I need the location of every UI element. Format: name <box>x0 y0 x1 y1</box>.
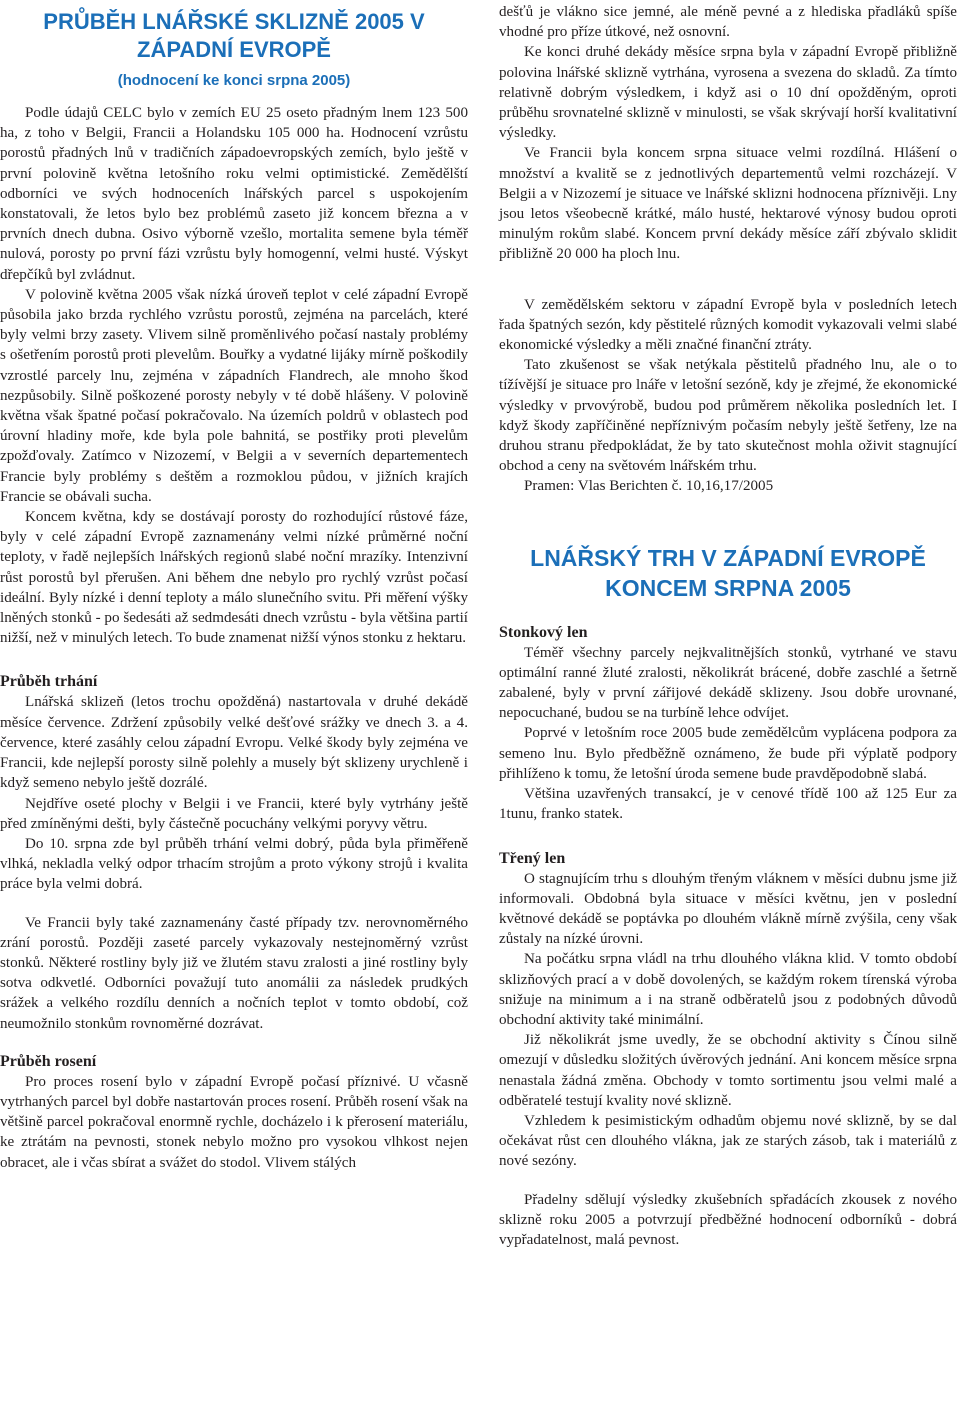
article-subtitle: (hodnocení ke konci srpna 2005) <box>117 72 351 89</box>
paragraph: Nejdříve oseté plochy v Belgii i ve Francii, které byly vytrhány ještě před zmíněnými dešti, byly částečně pocuchány velkými poryvy větru. <box>0 795 468 832</box>
section-heading-scutched-flax: Třený len <box>499 849 566 867</box>
paragraph: Poprvé v letošním roce 2005 bude zemědělcům vyplácena podpora za semeno lnu. Bylo předběžně oznámeno, že bude při výplatě podpory přihlíženo k tomu, že letošní úroda semene bude pravděpodobně slabá. <box>499 725 957 782</box>
market-title-line-2: KONCEM SRPNA 2005 <box>605 574 851 601</box>
right-column <box>499 0 957 1250</box>
paragraph: Tato zkušenost se však netýkala pěstitelů přadného lnu, ale o to tížívější je situace pro lnáře v letošní sezóně, kdy je zřejmé, že ekonomické výsledky v prvovýrobě, budou pod průměrem několika posledních let. I když škody zapříčiněné nepříznivým počasím nebyly ještě šetřeny, lze na druhou stranu předpokládat, že by tato skutečnost mohla oživit stagnující obchod a ceny na světovém lnářském trhu. <box>499 357 957 475</box>
article-title-line-2: ZÁPADNÍ EVROPĚ <box>137 37 331 62</box>
paragraph: Ke konci druhé dekády měsíce srpna byla v západní Evropě přibližně polovina lnářské sklizně vytrhána, vyrosena a svezena do skladů. Za tímto relativně dobrým výsledkem, i když asi o 10 dní opožděným, oproti průběhu srovnatelné sklizně v minulosti, se však skrývají horší kvalitativní výsledky. <box>499 44 957 142</box>
paragraph: Koncem května, kdy se dostávají porosty do rozhodující růstové fáze, byly v celé západní Evropě zaznamenány velmi nízké průměrné noční teploty, v řadě nejlepších lnářských regionů slabé noční mrazíky. Intenzivní růst porostů byl přerušen. Ani během dne nebylo pro rychlý vzrůst počasí ideální. Byly nízké i denní teploty a málo slunečního svitu. Při měření výšky lněných stonků - po šedesáti až sedmdesáti dnech vzrůstu - byla většina partií nižší, než v minulých letech. To bude znamenat nižší výnos stonku z hektaru. <box>0 509 468 647</box>
paragraph: V polovině května 2005 však nízká úroveň teplot v celé západní Evropě působila jako brzda rychlého vzrůstu porostů, zejména na parcelách, které byly velmi brzy zasety. Vlivem silně proměnlivého počasí nastaly problémy s ošetřením porostů proti plevelům. Bouřky a vydatné lijáky mírně poškodily vzrostlé parcely lnu, zejména v západních Flandrech, ale mnoho škod nezpůsobily. Silně poškozené porosty nebyly v té době hlášeny. V polovině května však špatné počasí pokračovalo. Na územích poldrů v oblastech pod úrovní hladiny moře, kde byla pole bahnitá, se postřiky proti plevelům zpožďovaly. Zatímco v Nizozemí, v Belgii a v severních departementech Francie byly problémy s deštěm a rozmoklou půdou, v jižních krajích Francie se obávali sucha. <box>0 286 468 505</box>
paragraph: O stagnujícím trhu s dlouhým třeným vláknem v měsíci dubnu jsme již informovali. Obdobná byla situace v měsíci květnu, jen v poslední květnové dekádě se poptávka po dlouhém vlákně mírně zvýšila, ceny však zůstaly na nízké úrovni. <box>499 870 957 948</box>
source-note: Pramen: Vlas Berichten č. 10,16,17/2005 <box>524 478 774 495</box>
paragraph: Přadelny sdělují výsledky zkušebních spřadácích zkousek z nového sklizně roku 2005 a potvrzují předběžné hodnocení odborníků - dobrá vypřadatelnost, malá pevnost. <box>499 1191 957 1248</box>
paragraph: V zemědělském sektoru v západní Evropě byla v posledních letech řada špatných sezón, kdy pěstitelé různých komodit vykazovali velmi slabé ekonomické výsledky a měli značné finanční ztráty. <box>499 296 957 354</box>
paragraph: Většina uzavřených transakcí, je v cenové třídě 100 až 125 Eur za 1tunu, franko statek. <box>499 786 957 823</box>
paragraph: Podle údajů CELC bylo v zemích EU 25 oseto přadným lnem 123 500 ha, z toho v Belgii, Francii a Holandsku 105 000 ha. Hodnocení vzrůstu porostů přadných lnů v tradičních západoevropských zemích, bylo ještě v první polovině května letošního roku velmi optimistické. Zemědělští odborníci ve svých hodnoceních lnářských parcel s uspokojením konstatovali, že letos bylo bez problémů zaseto již koncem března a v prvních dnech dubna. Osivo výborně vzešlo, mortalita semene byla téměř nulová, porosty po první fázi vzrůstu byly homogenní, velmi husté. Výskyt dřepčíků byl zvládnut. <box>0 105 468 283</box>
left-column <box>0 0 468 1173</box>
paragraph: Vzhledem k pesimistickým odhadům objemu nové sklizně, by se dal očekávat růst cen dlouhého vlákna, jak ze starých zásob, tak i materiálů z nové sezóny. <box>499 1112 957 1170</box>
section-heading-straw-flax: Stonkový len <box>499 623 588 641</box>
section-heading-harvest: Průběh trhání <box>0 673 98 691</box>
paragraph: dešťů je vlákno sice jemné, ale méně pevné a z hlediska přadláků spíše vhodné pro příze útkové, než osnovní. <box>499 4 957 41</box>
paragraph: Do 10. srpna zde byl průběh trhání velmi dobrý, půda byla přiměřeně vlhká, nekladla velký odpor trhacím strojům a proto výkony strojů i kvalita práce byla velmi dobrá. <box>0 835 468 893</box>
paragraph: Na počátku srpna vládl na trhu dlouhého vlákna klid. V tomto období sklizňových prací a v době dovolených, se každým rokem tírenská výroba snižuje na minimum a i na straně odběratelů jsou z podobných důvodů obchodní aktivity také minimální. <box>499 951 957 1028</box>
paragraph: Pro proces rosení bylo v západní Evropě počasí příznivé. U včasně vytrhaných parcel byl dobře nastartován proces rosení. Průběh rosení však na většině parcel pokračoval enormně rychle, docházelo i k přerosení materiálu, ke ztrátám na pevnosti, stonek nebylo možno pro vysokou vlhkost nejen obracet, ale i včas sbírat a svážet do stodol. Vlivem stálých <box>0 1073 468 1171</box>
market-title-line-1: LNÁŘSKÝ TRH V ZÁPADNÍ EVROPĚ <box>530 544 926 571</box>
paragraph: Téměř všechny parcely nejkvalitnějších stonků, vytrhané ve stavu optimální ranné žluté zralosti, několikrát brácené, dobře zaschlé a šetrně zabalené, byly v první zářijové dekádě sklizeny. Jsou dobře urovnané, nepocuchané, budou se na turbíně lehce odvíjet. <box>499 644 957 722</box>
paragraph: Lnářská sklizeň (letos trochu opožděná) nastartovala v druhé dekádě měsíce července. Zdržení způsobily velké dešťové srážky ve dnech 3. a 4. července, které zasáhly celou západní Evropu. Velké škody byly zejména ve Francii, kde nejlepší porosty silně polehly a musely být sklizeny urychleně i když semeno nebylo ještě dozrálé. <box>0 694 468 792</box>
section-heading-retting: Průběh rosení <box>0 1052 97 1070</box>
paragraph: Ve Francii byla koncem srpna situace velmi rozdílná. Hlášení o množství a kvalitě se z jednotlivých departementů velmi rozcházejí. V Belgii a v Nizozemí je situace ve lnářské sklizni hodnocena příznivěji. Lny jsou letos všeobecně krátké, málo husté, hektarové výnosy budou oproti minulým rokům slabé. Koncem první dekády měsíce září zbývalo sklidit přibližně 20 000 ha ploch lnu. <box>499 145 957 263</box>
article-title-line-1: PRŮBĚH LNÁŘSKÉ SKLIZNĚ 2005 V <box>43 9 425 34</box>
paragraph: Ve Francii byly také zaznamenány časté případy tzv. nerovnoměrného zrání porostů. Později zaseté parcely vykazovaly nestejnoměrný vzrůst stonků. Některé rostliny byly již ve žlutém stavu zralosti a jiné rostliny byly sotva odkvetlé. Odborníci považují tuto anomálii za následek prudkých srážek a velkého rozdílu denních a nočních teplot v tomto období, což neumožnilo stonkům rovnoměrné dozrávat. <box>0 914 468 1032</box>
paragraph: Již několikrát jsme uvedly, že se obchodní aktivity s Čínou silně omezují v důsledku složitých úvěrových jednání. Ani koncem měsíce srpna nenastala žádná změna. Obchody v tomto sortimentu jsou velmi malé a odběratelé testují kvality nové sklizně. <box>499 1032 957 1109</box>
